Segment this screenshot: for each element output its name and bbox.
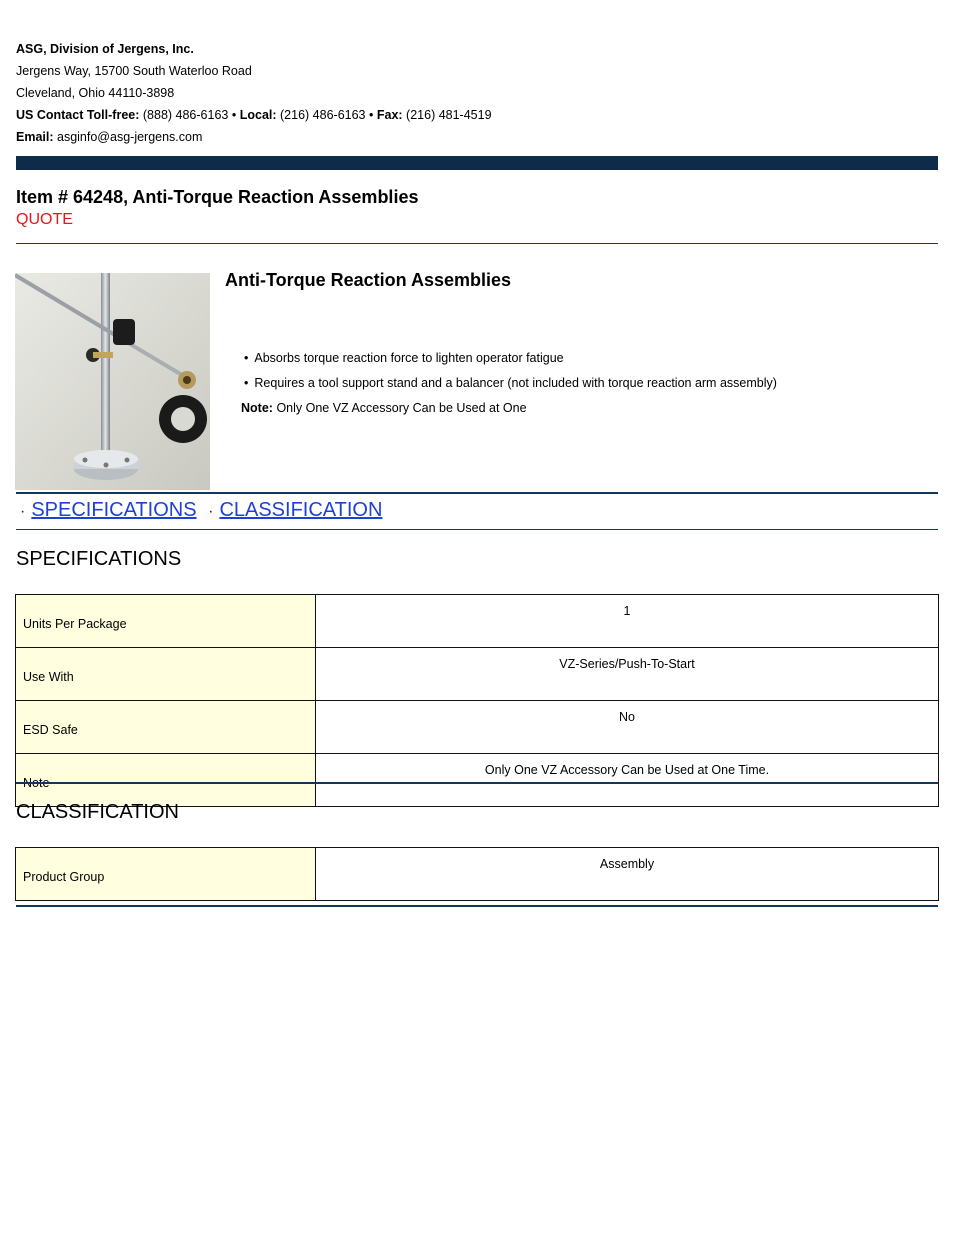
product-title: Anti-Torque Reaction Assemblies xyxy=(225,270,512,290)
company-phones xyxy=(16,104,492,126)
spec-key: ESD Safe xyxy=(16,701,316,754)
nav-separator: · xyxy=(208,503,214,520)
classification-value: Assembly xyxy=(316,848,939,901)
fax-number: (216) 481-4519 xyxy=(406,108,492,122)
separator: • xyxy=(231,108,237,122)
separator: • xyxy=(368,108,374,122)
header-bar xyxy=(16,156,938,170)
list-item: • Requires a tool support stand and a balancer (not included with torque reaction arm assembly) xyxy=(244,371,777,396)
nav-link-specifications[interactable]: SPECIFICATIONS xyxy=(31,499,197,521)
tollfree-number: (888) 486-6163 xyxy=(142,108,229,122)
company-info xyxy=(16,38,492,148)
classification-table xyxy=(15,847,939,901)
note-text: Only One VZ Accessory Can be Used at One xyxy=(276,401,527,415)
divider xyxy=(16,492,938,494)
email-address[interactable]: asginfo@asg-jergens.com xyxy=(57,130,203,144)
classification-key: Product Group xyxy=(16,848,316,901)
quote-label[interactable]: QUOTE xyxy=(16,211,73,228)
local-label: Local: xyxy=(239,108,277,122)
divider xyxy=(16,243,938,244)
spec-key: Units Per Package xyxy=(16,595,316,648)
divider xyxy=(16,529,938,530)
spec-value: VZ-Series/Push-To-Start xyxy=(316,648,939,701)
tollfree-label: US Contact Toll-free: xyxy=(16,108,140,122)
table-row xyxy=(16,595,939,648)
fax-label: Fax: xyxy=(376,108,403,122)
specifications-table xyxy=(15,594,939,807)
company-address-line1: Jergens Way, 15700 South Waterloo Road xyxy=(16,64,252,78)
spec-key: Use With xyxy=(16,648,316,701)
divider xyxy=(16,905,938,907)
feature-list xyxy=(244,346,777,396)
product-image xyxy=(15,273,210,490)
section-nav xyxy=(20,499,388,522)
spec-value: Only One VZ Accessory Can be Used at One Time. xyxy=(316,754,939,807)
specifications-title: SPECIFICATIONS xyxy=(16,548,182,570)
product-note xyxy=(241,396,527,421)
company-address-line2: Cleveland, Ohio 44110-3898 xyxy=(16,86,175,100)
note-label: Note: xyxy=(241,401,273,415)
nav-link-classification[interactable]: CLASSIFICATION xyxy=(219,499,383,521)
company-name: ASG, Division of Jergens, Inc. xyxy=(16,42,194,56)
local-number: (216) 486-6163 xyxy=(280,108,366,122)
item-title: Item # 64248, Anti-Torque Reaction Assemblies xyxy=(16,187,419,207)
company-email xyxy=(16,126,492,148)
table-row xyxy=(16,648,939,701)
table-row xyxy=(16,754,939,807)
list-item: • Absorbs torque reaction force to lighten operator fatigue xyxy=(244,346,777,371)
email-label: Email: xyxy=(16,130,54,144)
spec-value: No xyxy=(316,701,939,754)
nav-separator: · xyxy=(20,503,26,520)
table-row xyxy=(16,701,939,754)
spec-value: 1 xyxy=(316,595,939,648)
classification-title: CLASSIFICATION xyxy=(16,801,179,823)
divider xyxy=(16,782,938,784)
table-row xyxy=(16,848,939,901)
spec-key: Note xyxy=(16,754,316,807)
